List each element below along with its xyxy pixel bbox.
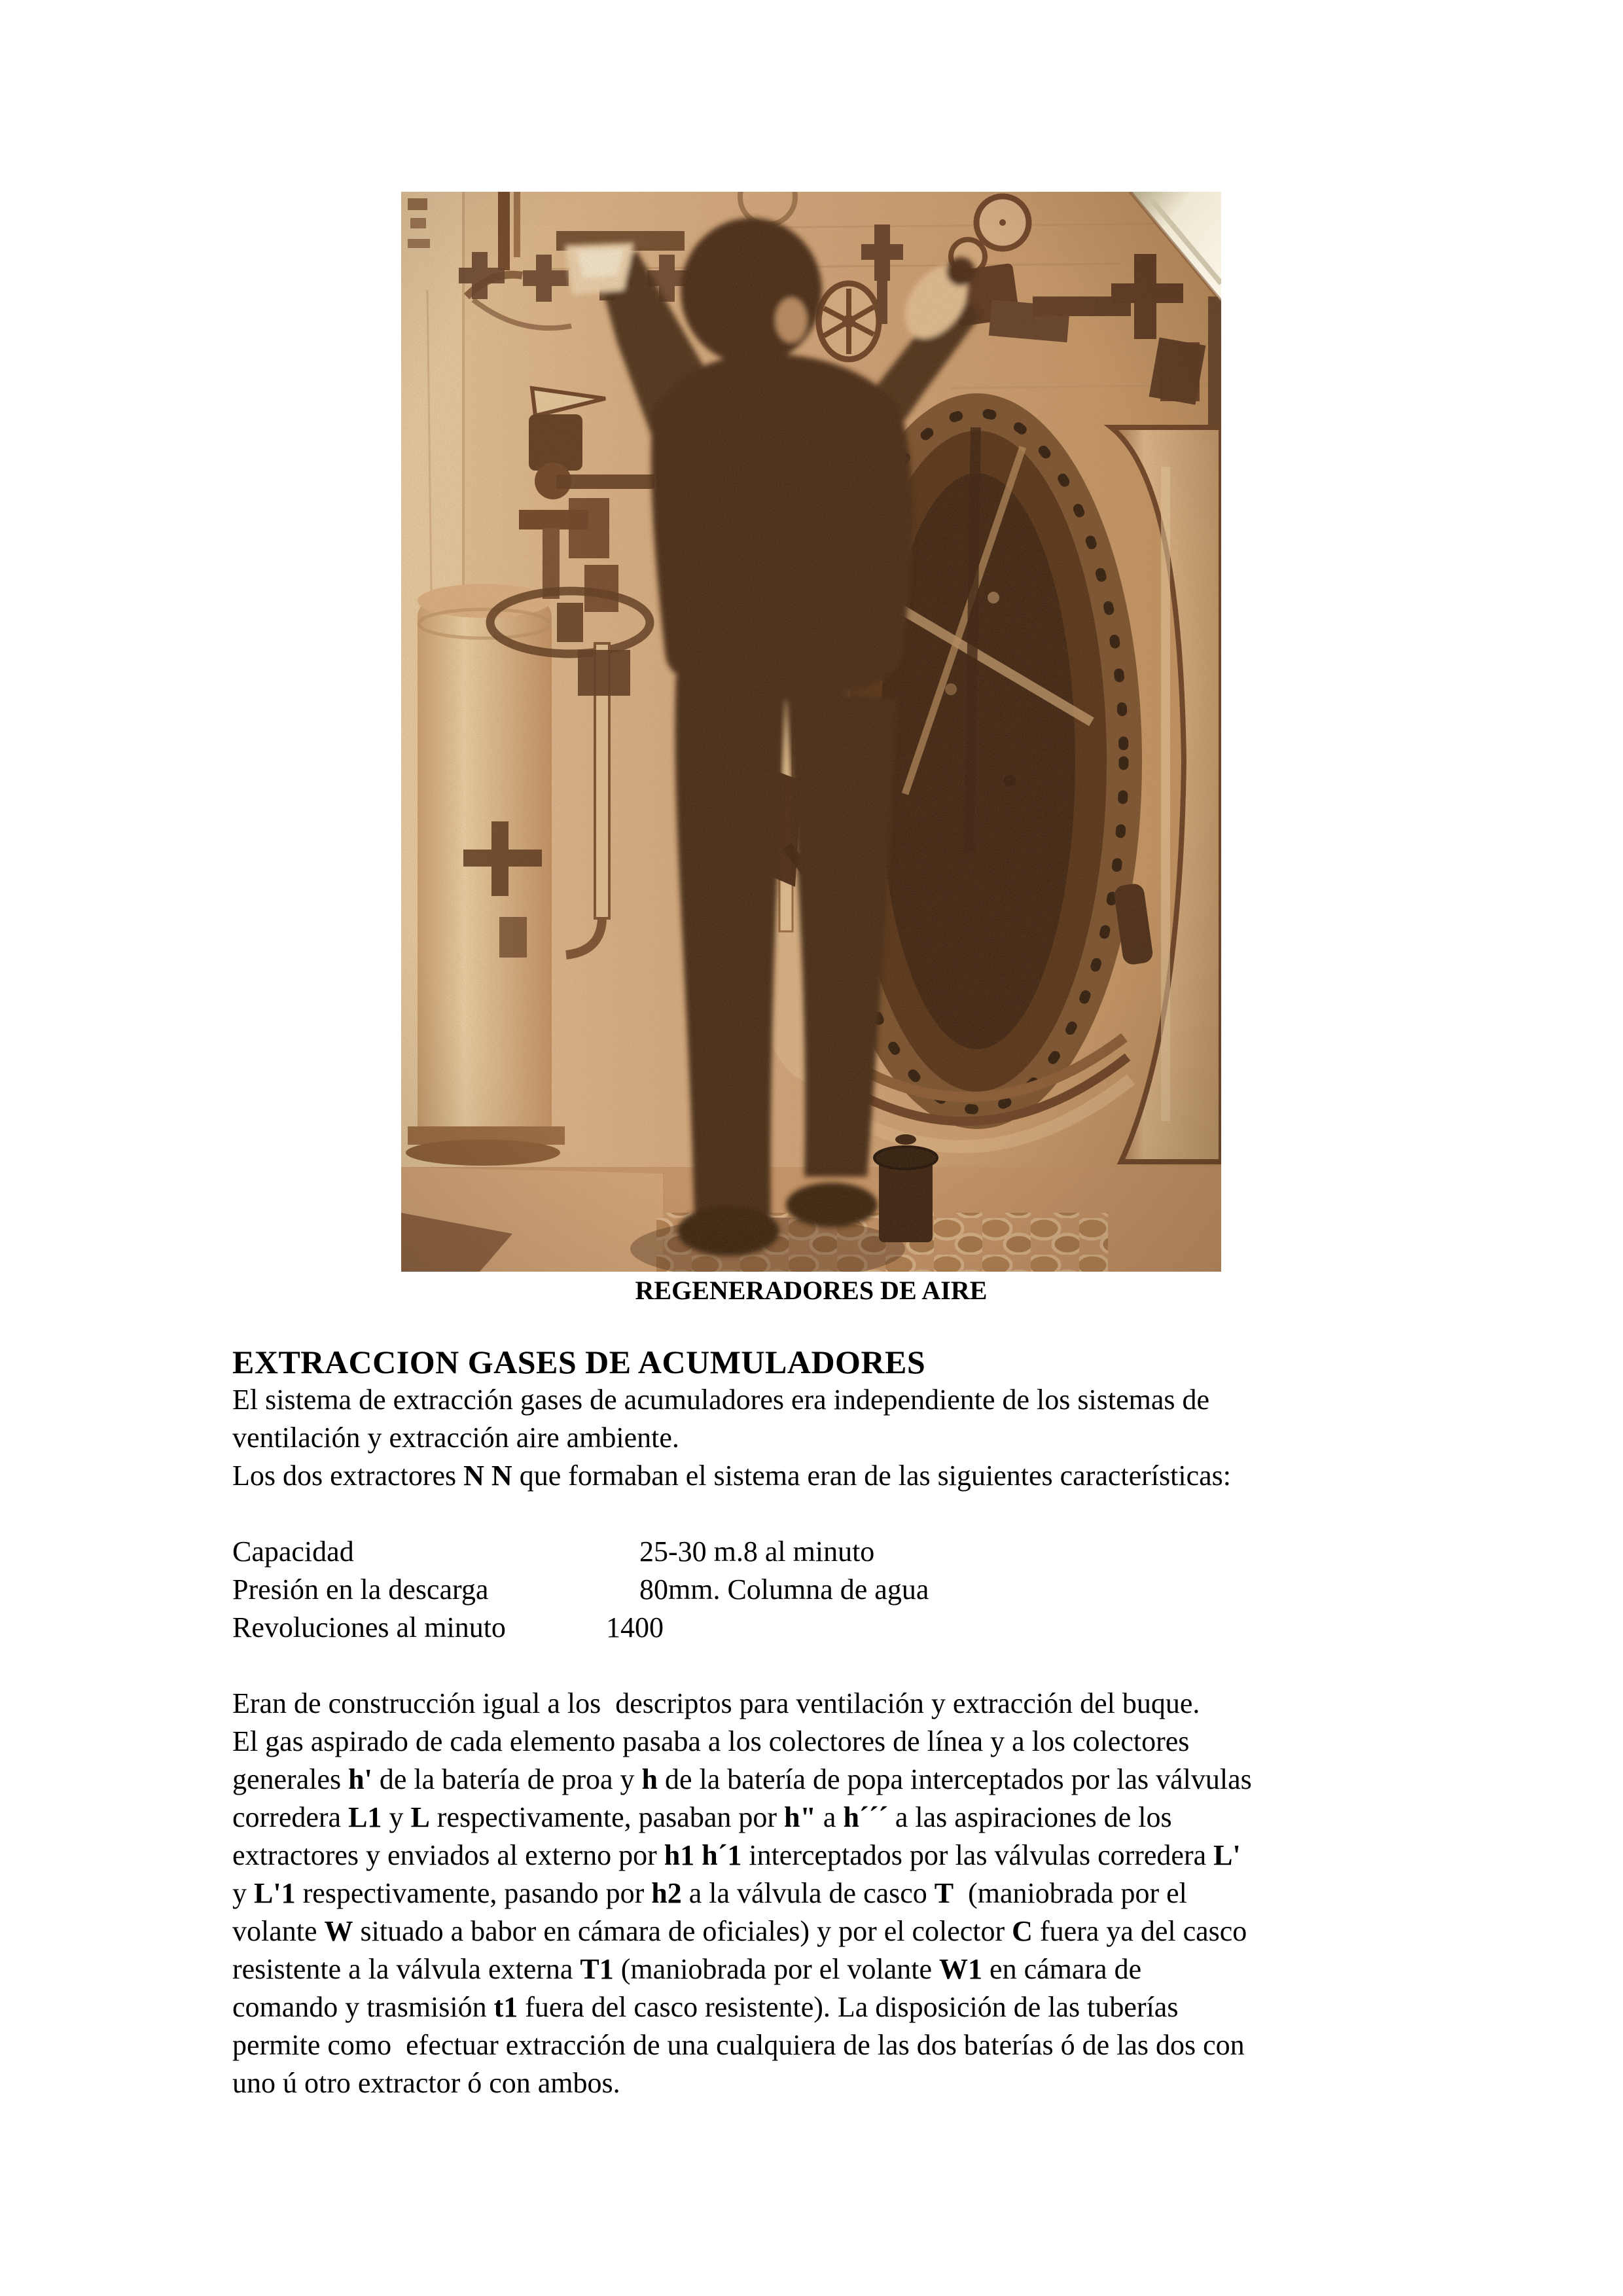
text-line: corredera L1 y L respectivamente, pasaban por h" a h´´´ a las aspiraciones de los bbox=[232, 1801, 1172, 1833]
intro-paragraph bbox=[232, 1381, 1580, 1495]
text-line: y L'1 respectivamente, pasando por h2 a la válvula de casco T (maniobrada por el bbox=[232, 1877, 1187, 1909]
photo-caption: REGENERADORES DE AIRE bbox=[635, 1276, 988, 1305]
text-line: ventilación y extracción aire ambiente. bbox=[232, 1422, 679, 1454]
text-line: Eran de construcción igual a los descriptos para ventilación y extracción del buque. bbox=[232, 1687, 1200, 1719]
text-line: extractores y enviados al externo por h1 h´1 interceptados por las válvulas corredera L' bbox=[232, 1839, 1241, 1871]
text-line: volante W situado a babor en cámara de oficiales) y por el colector C fuera ya del casco bbox=[232, 1915, 1247, 1947]
film-grain bbox=[401, 192, 1221, 1272]
body-paragraph bbox=[232, 1685, 1580, 2102]
text-line: El sistema de extracción gases de acumuladores era independiente de los sistemas de bbox=[232, 1384, 1210, 1416]
photo-image bbox=[401, 192, 1221, 1272]
spec-value: 80mm. Columna de agua bbox=[639, 1573, 929, 1605]
text-line: permite como efectuar extracción de una cualquiera de las dos baterías ó de las dos con bbox=[232, 2029, 1245, 2061]
text-line: resistente a la válvula externa T1 (maniobrada por el volante W1 en cámara de bbox=[232, 1953, 1142, 1985]
spec-row bbox=[232, 1533, 1580, 1571]
spec-row bbox=[232, 1609, 1580, 1647]
article bbox=[232, 1343, 1580, 2102]
photo bbox=[401, 192, 1221, 1272]
text-line: uno ú otro extractor ó con ambos. bbox=[232, 2067, 620, 2099]
text-line: generales h' de la batería de proa y h de la batería de popa interceptados por las válvulas bbox=[232, 1763, 1252, 1795]
spec-label: Revoluciones al minuto bbox=[232, 1611, 506, 1643]
article-heading: EXTRACCION GASES DE ACUMULADORES bbox=[232, 1344, 926, 1380]
text-line: Los dos extractores N N que formaban el sistema eran de las siguientes características: bbox=[232, 1460, 1232, 1492]
spec-row bbox=[232, 1571, 1580, 1609]
spec-label: Presión en la descarga bbox=[232, 1573, 489, 1605]
text-line: El gas aspirado de cada elemento pasaba a los colectores de línea y a los colectores bbox=[232, 1725, 1190, 1757]
spec-value: 1400 bbox=[606, 1611, 664, 1643]
spec-label: Capacidad bbox=[232, 1535, 354, 1568]
spec-value: 25-30 m.8 al minuto bbox=[639, 1535, 875, 1568]
photo-figure bbox=[401, 192, 1221, 1307]
specs-table bbox=[232, 1533, 1580, 1647]
text-line: comando y trasmisión t1 fuera del casco resistente). La disposición de las tuberías bbox=[232, 1991, 1179, 2023]
